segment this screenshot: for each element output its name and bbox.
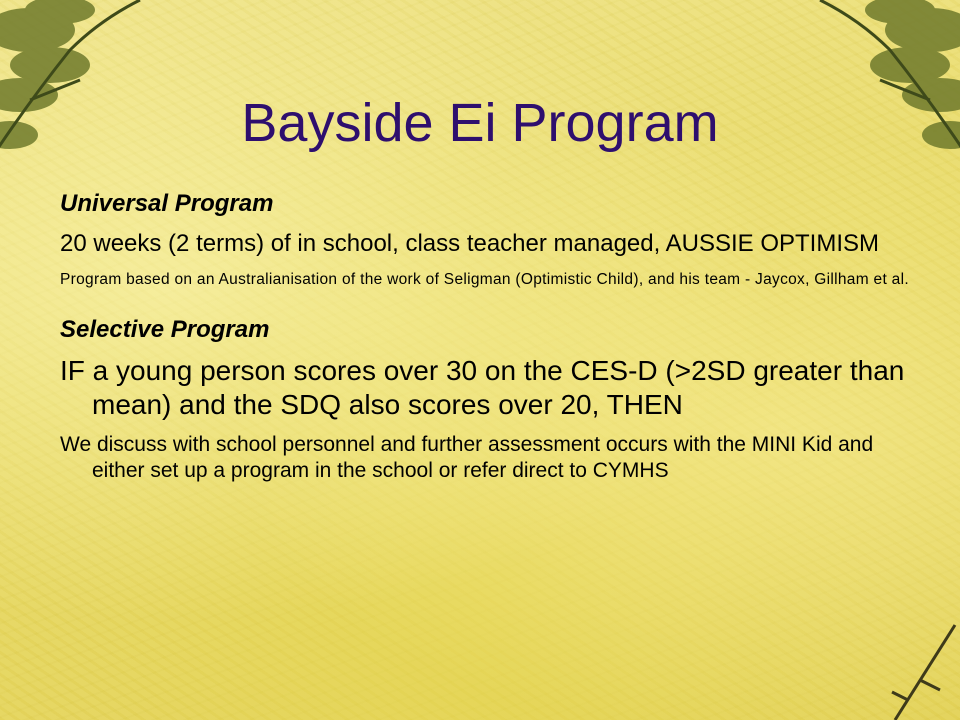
universal-program-text: 20 weeks (2 terms) of in school, class teacher managed, AUSSIE OPTIMISM xyxy=(60,230,879,257)
bamboo-twig-decoration-bottom-right xyxy=(880,620,960,720)
selective-program-note: We discuss with school personnel and further assessment occurs with the MINI Kid and either set up a program in the school or refer direct to CYMHS xyxy=(60,433,874,482)
selective-program-heading: Selective Program xyxy=(60,316,270,343)
selective-program-text: IF a young person scores over 30 on the CES-D (>2SD greater than mean) and the SDQ also scores over 20, THEN xyxy=(60,355,905,420)
slide-title: Bayside Ei Program xyxy=(241,93,719,153)
universal-program-heading: Universal Program xyxy=(60,190,274,217)
universal-program-note: Program based on an Australianisation of the work of Seligman (Optimistic Child), and his team - Jaycox, Gillham et al. xyxy=(60,271,909,288)
slide-content xyxy=(60,190,920,484)
